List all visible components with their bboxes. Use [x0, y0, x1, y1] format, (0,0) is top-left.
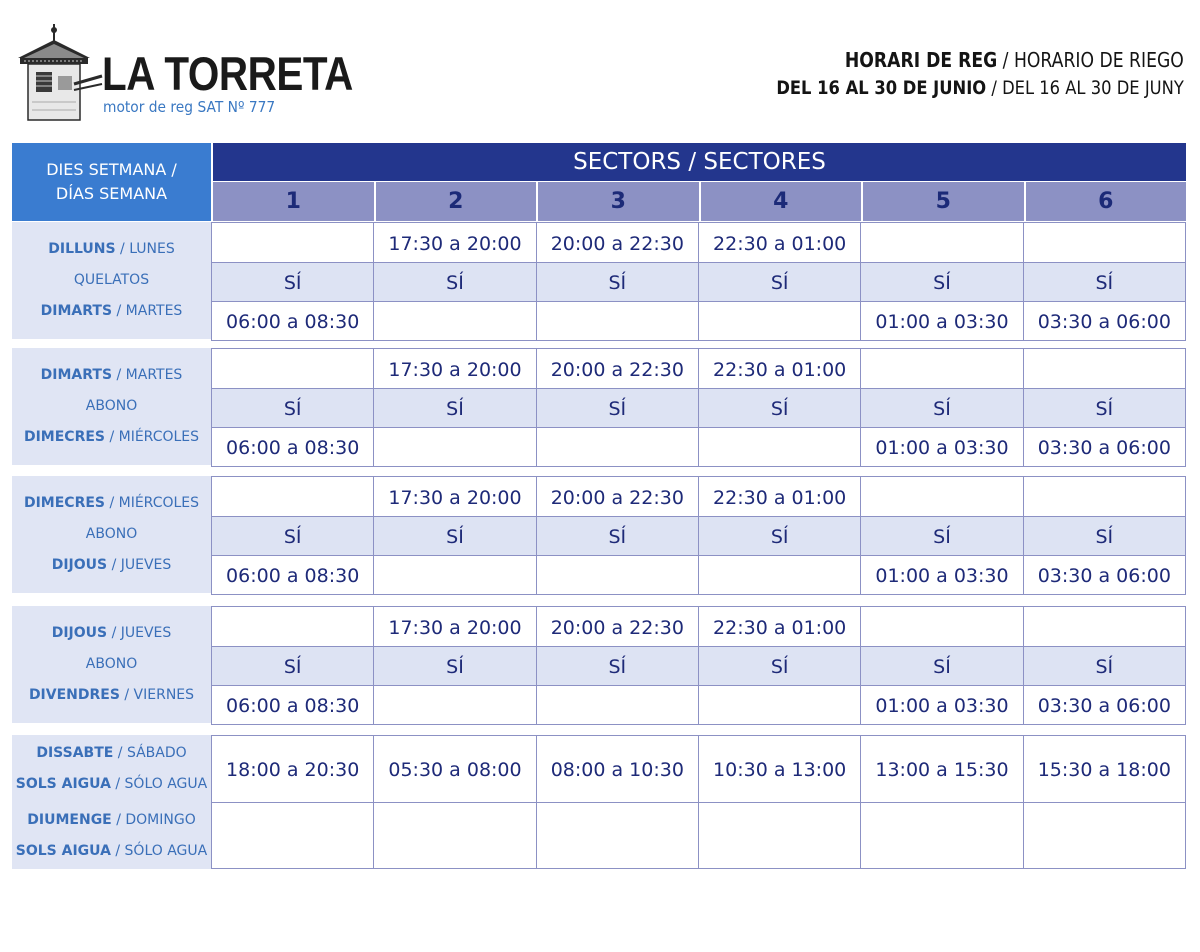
- day-label: [12, 241, 211, 257]
- days-header-line: DÍAS SEMANA: [55, 184, 168, 203]
- table-row: [212, 262, 1185, 301]
- schedule-cell: SÍ: [373, 647, 535, 685]
- schedule-cell: 01:00 a 03:30: [860, 302, 1022, 340]
- schedule-cell: [860, 477, 1022, 516]
- day-label-rest: ABONO: [85, 656, 138, 672]
- schedule-cell: [373, 428, 535, 466]
- day-label: [12, 843, 211, 859]
- schedule-cell: 03:30 a 06:00: [1023, 302, 1185, 340]
- day-labels: [12, 735, 211, 869]
- schedule-cell: 08:00 a 10:30: [536, 736, 698, 802]
- day-label-rest: / JUEVES: [107, 625, 172, 641]
- schedule-cell: [698, 428, 860, 466]
- schedule-cell: 22:30 a 01:00: [698, 477, 860, 516]
- date-range-line: [777, 74, 1184, 102]
- schedule-cell: [212, 477, 373, 516]
- schedule-cell: [1023, 607, 1185, 646]
- schedule-cell: [860, 349, 1022, 388]
- schedule-cell: [212, 803, 373, 868]
- day-label: [12, 745, 211, 761]
- schedule-cell: 20:00 a 22:30: [536, 349, 698, 388]
- schedule-cell: 20:00 a 22:30: [536, 607, 698, 646]
- schedule-cell: [860, 803, 1022, 868]
- schedule-cell: 06:00 a 08:30: [226, 695, 360, 717]
- schedule-cell: 18:00 a 20:30: [226, 759, 360, 781]
- day-label: [12, 367, 211, 383]
- day-label-rest: / LUNES: [115, 241, 175, 257]
- schedule-cell: 17:30 a 20:00: [373, 349, 535, 388]
- schedule-cell: [860, 223, 1022, 262]
- schedule-cell: [698, 302, 860, 340]
- title-bold: HORARI DE REG: [845, 48, 998, 72]
- schedule-block: [12, 476, 1186, 593]
- day-labels: [12, 222, 211, 339]
- schedule-cell: [1023, 803, 1185, 868]
- schedule-cell: 03:30 a 06:00: [1023, 686, 1185, 724]
- schedule-cell: 06:00 a 08:30: [226, 437, 360, 459]
- day-label-rest: / MARTES: [112, 303, 183, 319]
- brand-subtitle: motor de reg SAT Nº 777: [103, 98, 276, 116]
- day-label-rest: / DOMINGO: [111, 812, 196, 828]
- schedule-cell: 20:00 a 22:30: [536, 223, 698, 262]
- schedule-cell: [698, 556, 860, 594]
- day-label: [12, 687, 211, 703]
- schedule-cell: SÍ: [698, 647, 860, 685]
- schedule-cell: SÍ: [1023, 263, 1185, 301]
- schedule-block: [12, 222, 1186, 339]
- day-label-rest: ABONO: [85, 526, 138, 542]
- day-label-rest: / SÓLO AGUA: [110, 843, 208, 859]
- sector-number: 6: [1024, 182, 1187, 221]
- schedule-cell: 01:00 a 03:30: [860, 556, 1022, 594]
- schedule-block: [12, 348, 1186, 465]
- day-label-bold: DILLUNS: [48, 241, 116, 257]
- schedule-cell: 05:30 a 08:00: [373, 736, 535, 802]
- day-label-bold: SOLS AIGUA: [15, 776, 111, 792]
- schedule-cell: [536, 556, 698, 594]
- schedule-cell: 17:30 a 20:00: [373, 477, 535, 516]
- table-row: [212, 607, 1185, 646]
- table-row: [212, 388, 1185, 427]
- day-label: [12, 526, 211, 542]
- date-bold: DEL 16 AL 30 DE JUNIO: [776, 77, 987, 99]
- table-row: [212, 555, 1185, 594]
- schedule-cell: SÍ: [1023, 389, 1185, 427]
- day-label-bold: DIMECRES: [23, 495, 105, 511]
- schedule-cell: [212, 349, 373, 388]
- date-rest: / DEL 16 AL 30 DE JUNY: [986, 77, 1184, 99]
- sector-number: 2: [374, 182, 537, 221]
- day-label-bold: DIUMENGE: [27, 812, 112, 828]
- day-label: [12, 398, 211, 414]
- day-labels: [12, 476, 211, 593]
- title-rest: / HORARIO DE RIEGO: [997, 48, 1184, 72]
- schedule-grid: [211, 476, 1186, 595]
- day-label: [12, 303, 211, 319]
- schedule-cell: 01:00 a 03:30: [860, 428, 1022, 466]
- schedule-title: [710, 46, 1184, 102]
- schedule-cell: SÍ: [212, 517, 373, 555]
- sector-number: 4: [699, 182, 862, 221]
- schedule-cell: [698, 686, 860, 724]
- schedule-cell: SÍ: [212, 389, 373, 427]
- day-labels: [12, 348, 211, 465]
- day-label-bold: DIMECRES: [23, 429, 105, 445]
- schedule-cell: 22:30 a 01:00: [698, 349, 860, 388]
- schedule-cell: SÍ: [536, 647, 698, 685]
- table-row: [212, 736, 1185, 802]
- day-labels: [12, 606, 211, 723]
- schedule-cell: 15:30 a 18:00: [1023, 736, 1185, 802]
- tower-icon: [14, 18, 104, 122]
- table-row: [212, 427, 1185, 466]
- schedule-cell: SÍ: [860, 389, 1022, 427]
- schedule-grid: [211, 348, 1186, 467]
- table-row: [212, 646, 1185, 685]
- day-label-bold: DIMARTS: [40, 303, 113, 319]
- sectors-header: SECTORS / SECTORES: [213, 143, 1186, 181]
- table-row: [212, 685, 1185, 724]
- schedule-cell: SÍ: [698, 389, 860, 427]
- schedule-cell: SÍ: [1023, 517, 1185, 555]
- schedule-cell: [698, 803, 860, 868]
- day-label-bold: DIVENDRES: [28, 687, 120, 703]
- schedule-cell: 06:00 a 08:30: [226, 565, 360, 587]
- schedule-cell: [860, 607, 1022, 646]
- schedule-cell: SÍ: [212, 263, 373, 301]
- schedule-cell: 17:30 a 20:00: [373, 223, 535, 262]
- schedule-cell: [373, 686, 535, 724]
- schedule-cell: SÍ: [860, 647, 1022, 685]
- schedule-grid: [211, 606, 1186, 725]
- table-row: [212, 223, 1185, 262]
- day-label: [12, 495, 211, 511]
- day-label: [12, 625, 211, 641]
- schedule-cell: SÍ: [536, 389, 698, 427]
- day-label-rest: / MIÉRCOLES: [105, 429, 200, 445]
- schedule-cell: [1023, 477, 1185, 516]
- schedule-cell: 13:00 a 15:30: [860, 736, 1022, 802]
- day-label-bold: DIJOUS: [51, 557, 108, 573]
- table-row: [212, 477, 1185, 516]
- weekend-block: [12, 735, 1186, 869]
- schedule-cell: SÍ: [373, 263, 535, 301]
- schedule-cell: 10:30 a 13:00: [698, 736, 860, 802]
- schedule-cell: [373, 556, 535, 594]
- schedule-block: [12, 606, 1186, 723]
- day-label: [12, 429, 211, 445]
- day-label-bold: SOLS AIGUA: [15, 843, 111, 859]
- title-line: [777, 46, 1184, 74]
- schedule-cell: 22:30 a 01:00: [698, 223, 860, 262]
- schedule-cell: 22:30 a 01:00: [698, 607, 860, 646]
- schedule-cell: 01:00 a 03:30: [860, 686, 1022, 724]
- day-label-rest: / MARTES: [112, 367, 183, 383]
- day-label-rest: / MIÉRCOLES: [105, 495, 200, 511]
- days-column-header: [12, 143, 211, 221]
- sector-number: 5: [861, 182, 1024, 221]
- day-label-rest: / JUEVES: [107, 557, 172, 573]
- schedule-cell: [212, 607, 373, 646]
- schedule-cell: [536, 686, 698, 724]
- schedule-cell: 17:30 a 20:00: [373, 607, 535, 646]
- day-label-bold: DISSABTE: [36, 745, 114, 761]
- schedule-cell: SÍ: [536, 263, 698, 301]
- schedule-cell: SÍ: [212, 647, 373, 685]
- schedule-cell: SÍ: [860, 263, 1022, 301]
- day-label-rest: ABONO: [85, 398, 138, 414]
- schedule-cell: SÍ: [373, 389, 535, 427]
- day-label-bold: DIJOUS: [51, 625, 108, 641]
- day-label: [12, 272, 211, 288]
- schedule-cell: [536, 428, 698, 466]
- schedule-cell: [536, 803, 698, 868]
- schedule-cell: SÍ: [536, 517, 698, 555]
- schedule-cell: 03:30 a 06:00: [1023, 428, 1185, 466]
- schedule-cell: 06:00 a 08:30: [226, 311, 360, 333]
- day-label: [12, 656, 211, 672]
- sector-numbers-row: [213, 182, 1186, 221]
- schedule-cell: [1023, 223, 1185, 262]
- day-label: [12, 776, 211, 792]
- table-row: [212, 301, 1185, 340]
- schedule-cell: [373, 803, 535, 868]
- table-row: [212, 349, 1185, 388]
- day-label-rest: / SÁBADO: [113, 745, 187, 761]
- days-header-line: DIES SETMANA /: [46, 160, 177, 179]
- schedule-cell: SÍ: [698, 517, 860, 555]
- schedule-cell: [212, 223, 373, 262]
- schedule-grid: [211, 735, 1186, 869]
- day-label-bold: DIMARTS: [40, 367, 113, 383]
- schedule-grid: [211, 222, 1186, 341]
- schedule-cell: [1023, 349, 1185, 388]
- schedule-cell: [536, 302, 698, 340]
- schedule-cell: SÍ: [373, 517, 535, 555]
- day-label-rest: / SÓLO AGUA: [110, 776, 208, 792]
- sector-number: 3: [536, 182, 699, 221]
- schedule-cell: [373, 302, 535, 340]
- schedule-cell: 20:00 a 22:30: [536, 477, 698, 516]
- day-label: [12, 557, 211, 573]
- day-label: [12, 812, 211, 828]
- sector-number: 1: [213, 182, 374, 221]
- logo: [14, 18, 353, 122]
- schedule-cell: SÍ: [698, 263, 860, 301]
- table-row: [212, 516, 1185, 555]
- day-label-rest: / VIERNES: [119, 687, 195, 703]
- schedule-cell: SÍ: [860, 517, 1022, 555]
- schedule-cell: SÍ: [1023, 647, 1185, 685]
- schedule-cell: 03:30 a 06:00: [1023, 556, 1185, 594]
- brand-name: LA TORRETA: [102, 47, 353, 100]
- table-row: [212, 802, 1185, 868]
- day-label-rest: QUELATOS: [73, 272, 150, 288]
